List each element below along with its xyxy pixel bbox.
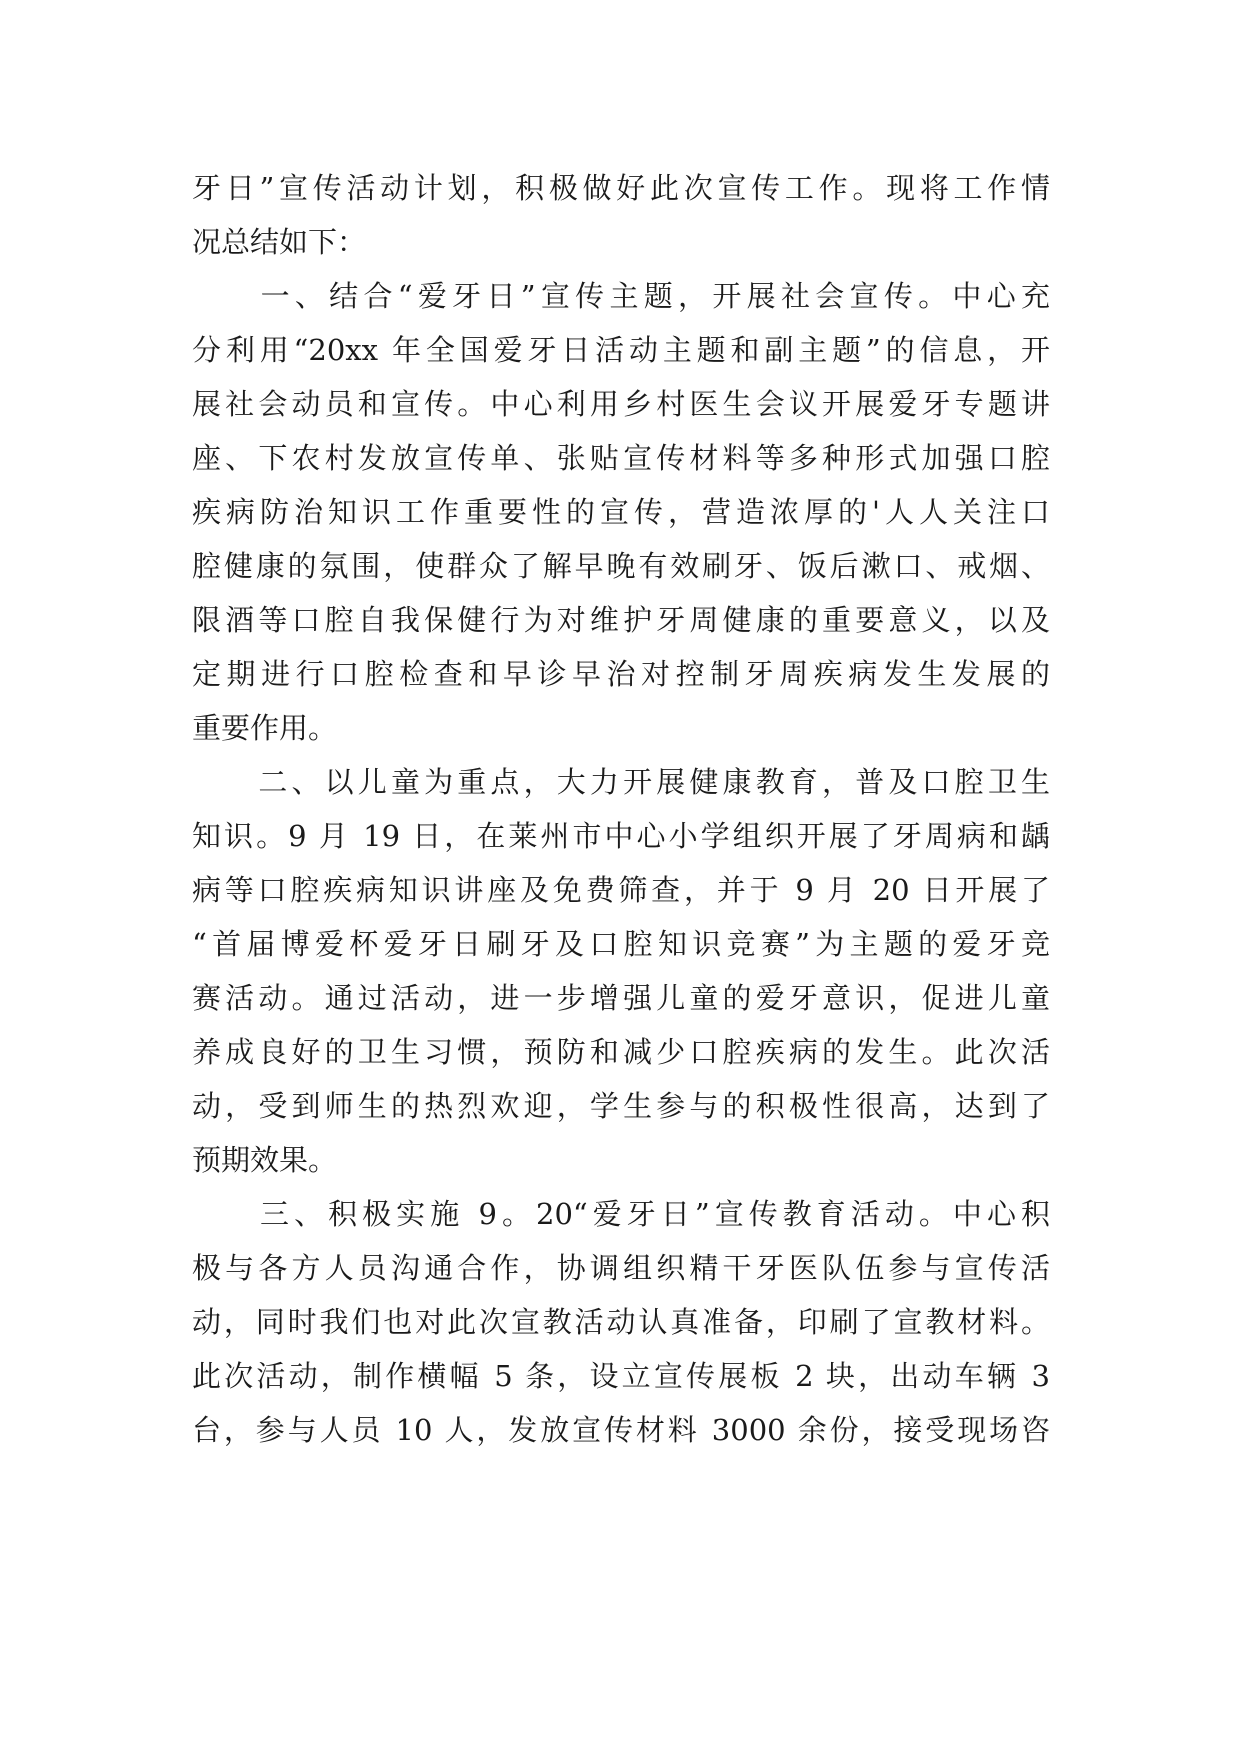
text-line: 三、积极实施 9。20“爱牙日”宣传教育活动。中心积 [192,1197,1050,1231]
text-line: 腔健康的氛围，使群众了解早晚有效刷牙、饭后漱口、戒烟、 [192,549,1050,583]
text-line: 养成良好的卫生习惯，预防和减少口腔疾病的发生。此次活 [192,1035,1050,1069]
text-line: 动，同时我们也对此次宣教活动认真准备，印刷了宣教材料。 [192,1305,1050,1339]
text-line: 预期效果。 [192,1143,338,1177]
text-line: 病等口腔疾病知识讲座及免费筛查，并于 9 月 20 日开展了 [192,873,1050,907]
text-line: 此次活动，制作横幅 5 条，设立宣传展板 2 块，出动车辆 3 [192,1359,1050,1393]
text-line: 极与各方人员沟通合作，协调组织精干牙医队伍参与宣传活 [192,1251,1050,1285]
text-line: 一、结合“爱牙日”宣传主题，开展社会宣传。中心充 [192,279,1050,313]
text-line: 台，参与人员 10 人，发放宣传材料 3000 余份，接受现场咨 [192,1413,1050,1447]
text-line: 知识。9 月 19 日，在莱州市中心小学组织开展了牙周病和龋 [192,819,1050,853]
text-line: 限酒等口腔自我保健行为对维护牙周健康的重要意义，以及 [192,603,1050,637]
text-line: 况总结如下： [192,225,367,259]
text-line: 定期进行口腔检查和早诊早治对控制牙周疾病发生发展的 [192,657,1050,691]
text-line: 动，受到师生的热烈欢迎，学生参与的积极性很高，达到了 [192,1089,1050,1123]
text-line: 疾病防治知识工作重要性的宣传，营造浓厚的'人人关注口 [192,495,1050,529]
text-line: “首届博爱杯爱牙日刷牙及口腔知识竞赛”为主题的爱牙竞 [192,927,1050,961]
text-line: 分利用“20xx 年全国爱牙日活动主题和副主题”的信息，开 [192,333,1050,367]
text-line: 展社会动员和宣传。中心利用乡村医生会议开展爱牙专题讲 [192,387,1050,421]
text-line: 重要作用。 [192,711,338,745]
text-line: 赛活动。通过活动，进一步增强儿童的爱牙意识，促进儿童 [192,981,1050,1015]
text-line: 二、以儿童为重点，大力开展健康教育，普及口腔卫生 [192,765,1050,799]
text-line: 牙日”宣传活动计划，积极做好此次宣传工作。现将工作情 [192,171,1050,205]
text-line: 座、下农村发放宣传单、张贴宣传材料等多种形式加强口腔 [192,441,1050,475]
document-body [192,161,1050,1457]
